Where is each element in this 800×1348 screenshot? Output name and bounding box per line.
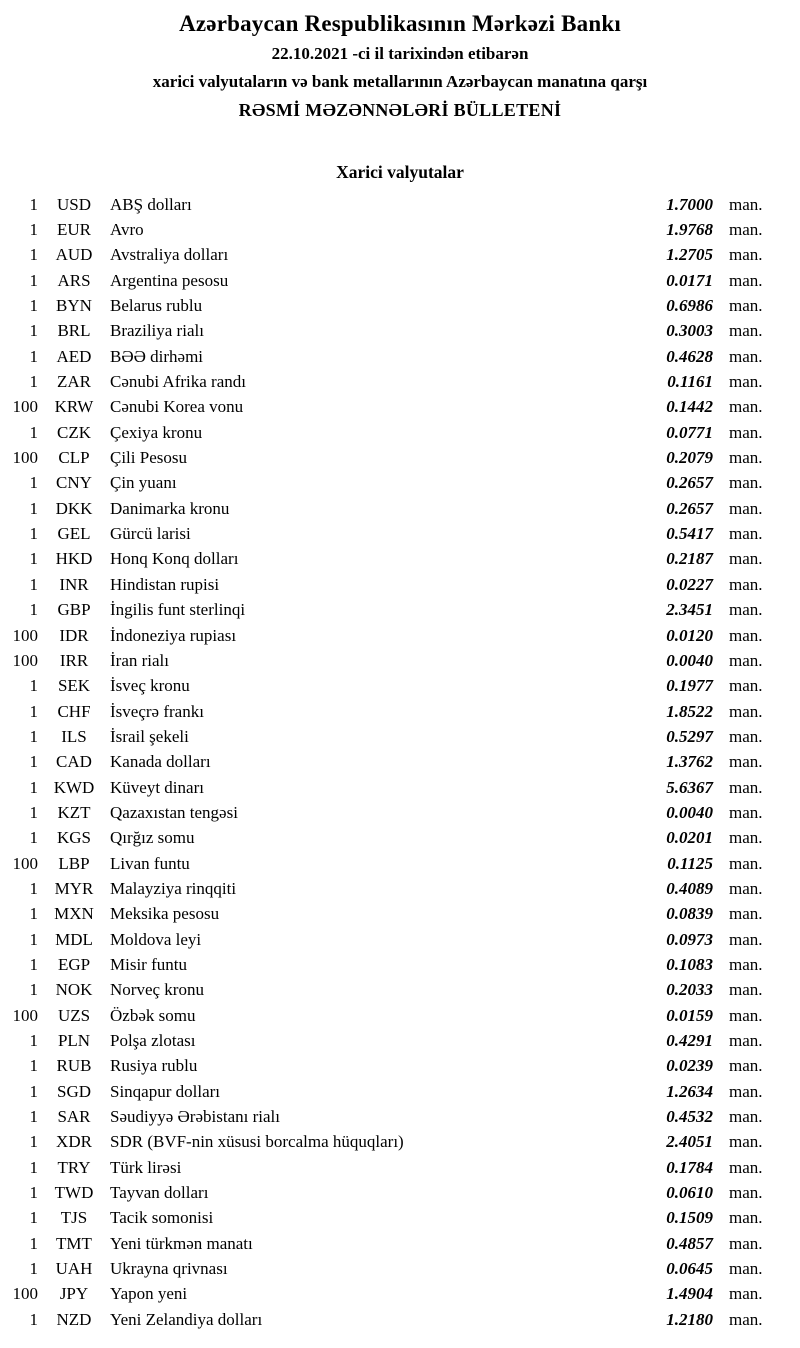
name-cell: Gürcü larisi — [110, 524, 191, 544]
unit-cell: man. — [729, 904, 763, 924]
table-row — [0, 1206, 771, 1231]
code-cell: MYR — [54, 878, 94, 898]
name-cell: Avstraliya dolları — [110, 245, 229, 265]
rate-cell: 0.4532 — [666, 1107, 713, 1127]
unit-cell: man. — [729, 625, 763, 645]
quantity-cell: 100 — [12, 397, 38, 417]
rate-cell: 0.0040 — [666, 650, 713, 670]
name-cell: Sinqapur dolları — [110, 1081, 221, 1101]
name-cell: Kanada dolları — [110, 752, 211, 772]
rate-cell: 0.4291 — [666, 1031, 713, 1051]
name-cell: Tayvan dolları — [110, 1183, 209, 1203]
unit-cell: man. — [729, 498, 763, 518]
code-cell: RUB — [56, 1056, 92, 1076]
code-cell: EUR — [57, 220, 91, 240]
name-cell: Özbək somu — [110, 1005, 196, 1025]
unit-cell: man. — [729, 1107, 763, 1127]
quantity-cell: 1 — [29, 1309, 38, 1329]
table-row — [0, 217, 771, 242]
code-cell: SGD — [56, 1081, 91, 1101]
rate-cell: 0.1509 — [666, 1208, 713, 1228]
code-cell: MDL — [55, 929, 93, 949]
quantity-cell: 100 — [12, 650, 38, 670]
rate-cell: 1.7000 — [666, 194, 713, 214]
table-row — [0, 192, 771, 217]
code-cell: SAR — [57, 1107, 91, 1127]
table-row — [0, 1104, 771, 1129]
unit-cell: man. — [729, 397, 763, 417]
unit-cell: man. — [729, 777, 763, 797]
rate-cell: 0.2657 — [666, 498, 713, 518]
rate-cell: 1.2180 — [666, 1309, 713, 1329]
unit-cell: man. — [729, 1031, 763, 1051]
table-row — [0, 1054, 771, 1079]
name-cell: Belarus rublu — [110, 296, 203, 316]
table-row — [0, 598, 771, 623]
table-row — [0, 1079, 771, 1104]
code-cell: NZD — [56, 1309, 92, 1329]
table-row — [0, 471, 771, 496]
rate-cell: 1.9768 — [666, 220, 713, 240]
code-cell: AED — [56, 346, 92, 366]
table-row — [0, 851, 771, 876]
unit-cell: man. — [729, 422, 763, 442]
unit-cell: man. — [729, 1183, 763, 1203]
rate-cell: 1.4904 — [666, 1284, 713, 1304]
unit-cell: man. — [729, 448, 763, 468]
unit-cell: man. — [729, 650, 763, 670]
unit-cell: man. — [729, 1208, 763, 1228]
code-cell: UZS — [57, 1005, 91, 1025]
unit-cell: man. — [729, 270, 763, 290]
rate-cell: 0.0239 — [666, 1056, 713, 1076]
name-cell: Qırğız somu — [110, 828, 195, 848]
code-cell: CLP — [58, 448, 90, 468]
name-cell: Türk lirəsi — [110, 1157, 182, 1177]
code-cell: BRL — [57, 321, 91, 341]
code-cell: KGS — [56, 828, 91, 848]
code-cell: BYN — [56, 296, 92, 316]
name-cell: İsveç kronu — [110, 676, 190, 696]
rate-cell: 0.0645 — [666, 1259, 713, 1279]
name-cell: ABŞ dolları — [110, 194, 192, 214]
code-cell: KWD — [53, 777, 95, 797]
unit-cell: man. — [729, 321, 763, 341]
code-cell: DKK — [55, 498, 93, 518]
rate-cell: 0.1442 — [666, 397, 713, 417]
table-row — [0, 876, 771, 901]
table-row — [0, 1028, 771, 1053]
name-cell: Meksika pesosu — [110, 904, 220, 924]
name-cell: Argentina pesosu — [110, 270, 229, 290]
quantity-cell: 1 — [29, 1157, 38, 1177]
quantity-cell: 1 — [29, 1031, 38, 1051]
code-cell: CHF — [57, 701, 91, 721]
rate-cell: 0.1083 — [666, 954, 713, 974]
code-cell: TMT — [56, 1233, 92, 1253]
table-row — [0, 750, 771, 775]
unit-cell: man. — [729, 752, 763, 772]
name-cell: İran rialı — [110, 650, 169, 670]
table-row — [0, 369, 771, 394]
name-cell: SDR (BVF-nin xüsusi borcalma hüquqları) — [110, 1132, 404, 1152]
unit-cell: man. — [729, 1284, 763, 1304]
code-cell: GEL — [57, 524, 91, 544]
rate-cell: 0.1977 — [666, 676, 713, 696]
rate-cell: 0.6986 — [666, 296, 713, 316]
quantity-cell: 100 — [12, 1284, 38, 1304]
quantity-cell: 1 — [29, 828, 38, 848]
code-cell: EGP — [57, 954, 91, 974]
table-row — [0, 1282, 771, 1307]
unit-cell: man. — [729, 1005, 763, 1025]
rate-cell: 0.0201 — [666, 828, 713, 848]
name-cell: Küveyt dinarı — [110, 777, 204, 797]
quantity-cell: 100 — [12, 853, 38, 873]
rate-cell: 0.0040 — [666, 802, 713, 822]
rate-cell: 0.2187 — [666, 549, 713, 569]
rate-cell: 1.3762 — [666, 752, 713, 772]
unit-cell: man. — [729, 726, 763, 746]
rate-cell: 2.4051 — [666, 1132, 713, 1152]
quantity-cell: 100 — [12, 448, 38, 468]
name-cell: Danimarka kronu — [110, 498, 230, 518]
unit-cell: man. — [729, 1056, 763, 1076]
table-row — [0, 572, 771, 597]
name-cell: Norveç kronu — [110, 980, 204, 1000]
quantity-cell: 1 — [29, 1056, 38, 1076]
quantity-cell: 1 — [29, 524, 38, 544]
rate-cell: 0.1125 — [667, 853, 713, 873]
name-cell: BƏƏ dirhəmi — [110, 346, 204, 366]
code-cell: TWD — [54, 1183, 94, 1203]
rate-cell: 0.2033 — [666, 980, 713, 1000]
quantity-cell: 1 — [29, 980, 38, 1000]
quantity-cell: 1 — [29, 600, 38, 620]
table-row — [0, 1180, 771, 1205]
code-cell: MXN — [54, 904, 94, 924]
quantity-cell: 1 — [29, 777, 38, 797]
code-cell: AUD — [55, 245, 93, 265]
code-cell: CAD — [56, 752, 92, 772]
code-cell: NOK — [55, 980, 93, 1000]
quantity-cell: 1 — [29, 752, 38, 772]
table-row — [0, 927, 771, 952]
name-cell: Yeni türkmən manatı — [110, 1233, 253, 1253]
code-cell: SEK — [57, 676, 91, 696]
quantity-cell: 1 — [29, 574, 38, 594]
document-title: Azərbaycan Respublikasının Mərkəzi Bankı — [179, 11, 621, 36]
unit-cell: man. — [729, 245, 763, 265]
rate-cell: 0.0227 — [666, 574, 713, 594]
quantity-cell: 1 — [29, 498, 38, 518]
unit-cell: man. — [729, 954, 763, 974]
name-cell: Misir funtu — [110, 954, 187, 974]
unit-cell: man. — [729, 372, 763, 392]
code-cell: CZK — [57, 422, 91, 442]
rate-cell: 1.2634 — [666, 1081, 713, 1101]
table-row — [0, 1307, 771, 1332]
rate-cell: 0.1784 — [666, 1157, 713, 1177]
unit-cell: man. — [729, 701, 763, 721]
unit-cell: man. — [729, 878, 763, 898]
unit-cell: man. — [729, 1132, 763, 1152]
name-cell: Yapon yeni — [110, 1284, 188, 1304]
code-cell: INR — [59, 574, 89, 594]
unit-cell: man. — [729, 1157, 763, 1177]
rate-cell: 0.0771 — [666, 422, 713, 442]
rate-cell: 0.2079 — [666, 448, 713, 468]
name-cell: Qazaxıstan tengəsi — [110, 802, 238, 822]
name-cell: İsveçrə frankı — [110, 701, 204, 721]
quantity-cell: 1 — [29, 929, 38, 949]
name-cell: Səudiyyə Ərəbistanı rialı — [110, 1107, 280, 1127]
name-cell: Moldova leyi — [110, 929, 202, 949]
code-cell: KZT — [57, 802, 91, 822]
code-cell: TRY — [57, 1157, 91, 1177]
code-cell: PLN — [57, 1031, 91, 1051]
quantity-cell: 1 — [29, 1233, 38, 1253]
section-title-foreign-currencies: Xarici valyutalar — [336, 162, 464, 182]
table-row — [0, 1231, 771, 1256]
name-cell: Yeni Zelandiya dolları — [110, 1309, 263, 1329]
quantity-cell: 1 — [29, 1183, 38, 1203]
quantity-cell: 1 — [29, 549, 38, 569]
table-row — [0, 674, 771, 699]
quantity-cell: 1 — [29, 473, 38, 493]
table-row — [0, 243, 771, 268]
rate-cell: 0.2657 — [666, 473, 713, 493]
rate-cell: 1.8522 — [666, 701, 713, 721]
unit-cell: man. — [729, 473, 763, 493]
code-cell: USD — [56, 194, 91, 214]
unit-cell: man. — [729, 220, 763, 240]
unit-cell: man. — [729, 1233, 763, 1253]
quantity-cell: 1 — [29, 904, 38, 924]
quantity-cell: 1 — [29, 1107, 38, 1127]
unit-cell: man. — [729, 296, 763, 316]
table-row — [0, 978, 771, 1003]
rate-cell: 0.4857 — [666, 1233, 713, 1253]
unit-cell: man. — [729, 980, 763, 1000]
unit-cell: man. — [729, 524, 763, 544]
name-cell: Braziliya rialı — [110, 321, 204, 341]
unit-cell: man. — [729, 1259, 763, 1279]
name-cell: Polşa zlotası — [110, 1031, 196, 1051]
unit-cell: man. — [729, 828, 763, 848]
rate-cell: 0.5417 — [666, 524, 713, 544]
quantity-cell: 100 — [12, 1005, 38, 1025]
quantity-cell: 1 — [29, 245, 38, 265]
code-cell: ILS — [61, 726, 87, 746]
code-cell: ARS — [57, 270, 91, 290]
rates-table — [0, 192, 800, 1332]
table-row — [0, 293, 771, 318]
rate-cell: 1.2705 — [666, 245, 713, 265]
name-cell: Malayziya rinqqiti — [110, 878, 237, 898]
rate-cell: 0.1161 — [667, 372, 713, 392]
table-row — [0, 445, 771, 470]
unit-cell: man. — [729, 346, 763, 366]
name-cell: Honq Konq dolları — [110, 549, 239, 569]
rate-cell: 0.0120 — [666, 625, 713, 645]
quantity-cell: 1 — [29, 1259, 38, 1279]
name-cell: Çexiya kronu — [110, 422, 203, 442]
quantity-cell: 1 — [29, 422, 38, 442]
table-row — [0, 724, 771, 749]
quantity-cell: 1 — [29, 220, 38, 240]
table-row — [0, 902, 771, 927]
unit-cell: man. — [729, 549, 763, 569]
table-row — [0, 623, 771, 648]
table-row — [0, 1003, 771, 1028]
code-cell: KRW — [54, 397, 94, 417]
table-row — [0, 1155, 771, 1180]
quantity-cell: 1 — [29, 1208, 38, 1228]
table-row — [0, 1130, 771, 1155]
unit-cell: man. — [729, 676, 763, 696]
code-cell: LBP — [58, 853, 90, 873]
unit-cell: man. — [729, 1081, 763, 1101]
table-row — [0, 344, 771, 369]
quantity-cell: 1 — [29, 194, 38, 214]
code-cell: IRR — [59, 650, 89, 670]
table-row — [0, 319, 771, 344]
date-line: 22.10.2021 -ci il tarixindən etibarən — [271, 44, 529, 63]
code-cell: IDR — [59, 625, 89, 645]
quantity-cell: 1 — [29, 701, 38, 721]
name-cell: Livan funtu — [110, 853, 190, 873]
quantity-cell: 1 — [29, 802, 38, 822]
name-cell: Çin yuanı — [110, 473, 177, 493]
rate-cell: 0.0159 — [666, 1005, 713, 1025]
unit-cell: man. — [729, 600, 763, 620]
quantity-cell: 1 — [29, 321, 38, 341]
name-cell: Ukrayna qrivnası — [110, 1259, 228, 1279]
rate-cell: 0.4628 — [666, 346, 713, 366]
table-row — [0, 952, 771, 977]
table-row — [0, 699, 771, 724]
table-row — [0, 420, 771, 445]
quantity-cell: 1 — [29, 676, 38, 696]
name-cell: Avro — [110, 220, 144, 240]
code-cell: XDR — [56, 1132, 92, 1152]
rate-cell: 5.6367 — [666, 777, 713, 797]
code-cell: TJS — [60, 1208, 88, 1228]
rate-cell: 0.0839 — [666, 904, 713, 924]
unit-cell: man. — [729, 929, 763, 949]
name-cell: Çili Pesosu — [110, 448, 187, 468]
unit-cell: man. — [729, 194, 763, 214]
table-row — [0, 648, 771, 673]
rate-cell: 0.5297 — [666, 726, 713, 746]
table-row — [0, 268, 771, 293]
quantity-cell: 1 — [29, 878, 38, 898]
quantity-cell: 1 — [29, 1081, 38, 1101]
bulletin-title: RƏSMİ MƏZƏNNƏLƏRİ BÜLLETENİ — [238, 100, 562, 120]
rate-cell: 0.0171 — [666, 270, 713, 290]
name-cell: İndoneziya rupiası — [110, 625, 237, 645]
table-row — [0, 1256, 771, 1281]
name-cell: Tacik somonisi — [110, 1208, 214, 1228]
table-row — [0, 521, 771, 546]
table-row — [0, 496, 771, 521]
code-cell: GBP — [57, 600, 91, 620]
rate-cell: 2.3451 — [666, 600, 713, 620]
code-cell: CNY — [56, 473, 92, 493]
rate-cell: 0.0973 — [666, 929, 713, 949]
unit-cell: man. — [729, 853, 763, 873]
quantity-cell: 1 — [29, 372, 38, 392]
table-row — [0, 826, 771, 851]
rate-cell: 0.3003 — [666, 321, 713, 341]
code-cell: JPY — [59, 1284, 89, 1304]
quantity-cell: 1 — [29, 726, 38, 746]
name-cell: İsrail şekeli — [110, 726, 189, 746]
subject-line: xarici valyutaların və bank metallarının Azərbaycan manatına qarşı — [152, 72, 648, 91]
rate-cell: 0.4089 — [666, 878, 713, 898]
quantity-cell: 1 — [29, 1132, 38, 1152]
code-cell: UAH — [55, 1259, 93, 1279]
unit-cell: man. — [729, 1309, 763, 1329]
table-row — [0, 775, 771, 800]
code-cell: ZAR — [57, 372, 91, 392]
quantity-cell: 1 — [29, 954, 38, 974]
unit-cell: man. — [729, 574, 763, 594]
rate-cell: 0.0610 — [666, 1183, 713, 1203]
table-row — [0, 547, 771, 572]
code-cell: HKD — [55, 549, 93, 569]
quantity-cell: 1 — [29, 296, 38, 316]
table-row — [0, 800, 771, 825]
name-cell: Cənubi Afrika randı — [110, 372, 246, 392]
name-cell: Cənubi Korea vonu — [110, 397, 244, 417]
table-row — [0, 395, 771, 420]
quantity-cell: 100 — [12, 625, 38, 645]
quantity-cell: 1 — [29, 270, 38, 290]
unit-cell: man. — [729, 802, 763, 822]
name-cell: Hindistan rupisi — [110, 574, 220, 594]
name-cell: İngilis funt sterlinqi — [110, 600, 246, 620]
quantity-cell: 1 — [29, 346, 38, 366]
name-cell: Rusiya rublu — [110, 1056, 198, 1076]
